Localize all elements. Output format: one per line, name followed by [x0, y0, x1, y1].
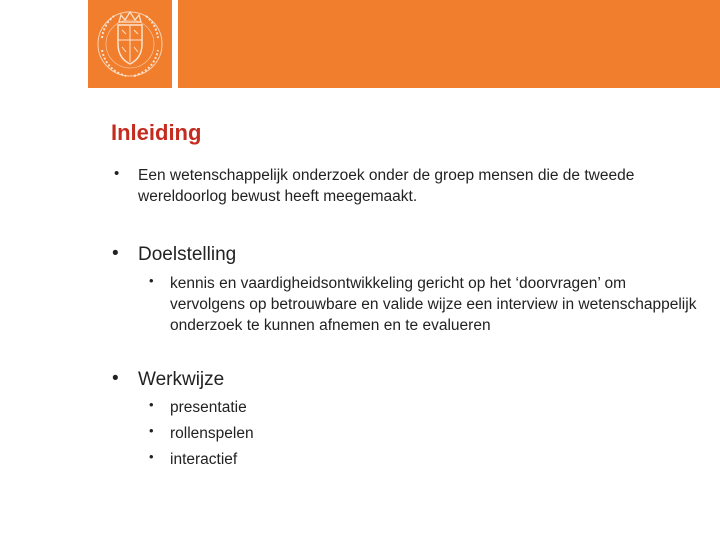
- werkwijze-item-text: presentatie: [170, 399, 247, 416]
- header-bar: [178, 0, 720, 88]
- university-logo: [88, 0, 172, 88]
- slide-title: Inleiding: [111, 120, 202, 145]
- bullet-marker: •: [112, 243, 119, 264]
- bullet-marker: •: [149, 423, 154, 438]
- university-seal-icon: [88, 0, 172, 88]
- doelstelling-heading: Doelstelling: [138, 244, 237, 265]
- header-left-spacer: [0, 0, 82, 88]
- werkwijze-item-text: rollenspelen: [170, 425, 254, 442]
- bullet-marker: •: [149, 397, 154, 412]
- bullet-marker: •: [112, 368, 119, 389]
- werkwijze-item-text: interactief: [170, 451, 238, 468]
- bullet-marker: •: [149, 449, 154, 464]
- doelstelling-sub-text: kennis en vaardigheidsontwikkeling gericht op het ‘doorvragen’ om vervolgens op betrouwbare en valide wijze een interview in wetenschappelijk onderzoek te kunnen afnemen en te evalueren: [170, 275, 697, 334]
- bullet-marker: •: [114, 165, 120, 182]
- werkwijze-heading: Werkwijze: [138, 369, 225, 390]
- intro-text: Een wetenschappelijk onderzoek onder de groep mensen die de tweede wereldoorlog bewust heeft meegemaakt.: [138, 167, 635, 205]
- bullet-marker: •: [149, 273, 154, 288]
